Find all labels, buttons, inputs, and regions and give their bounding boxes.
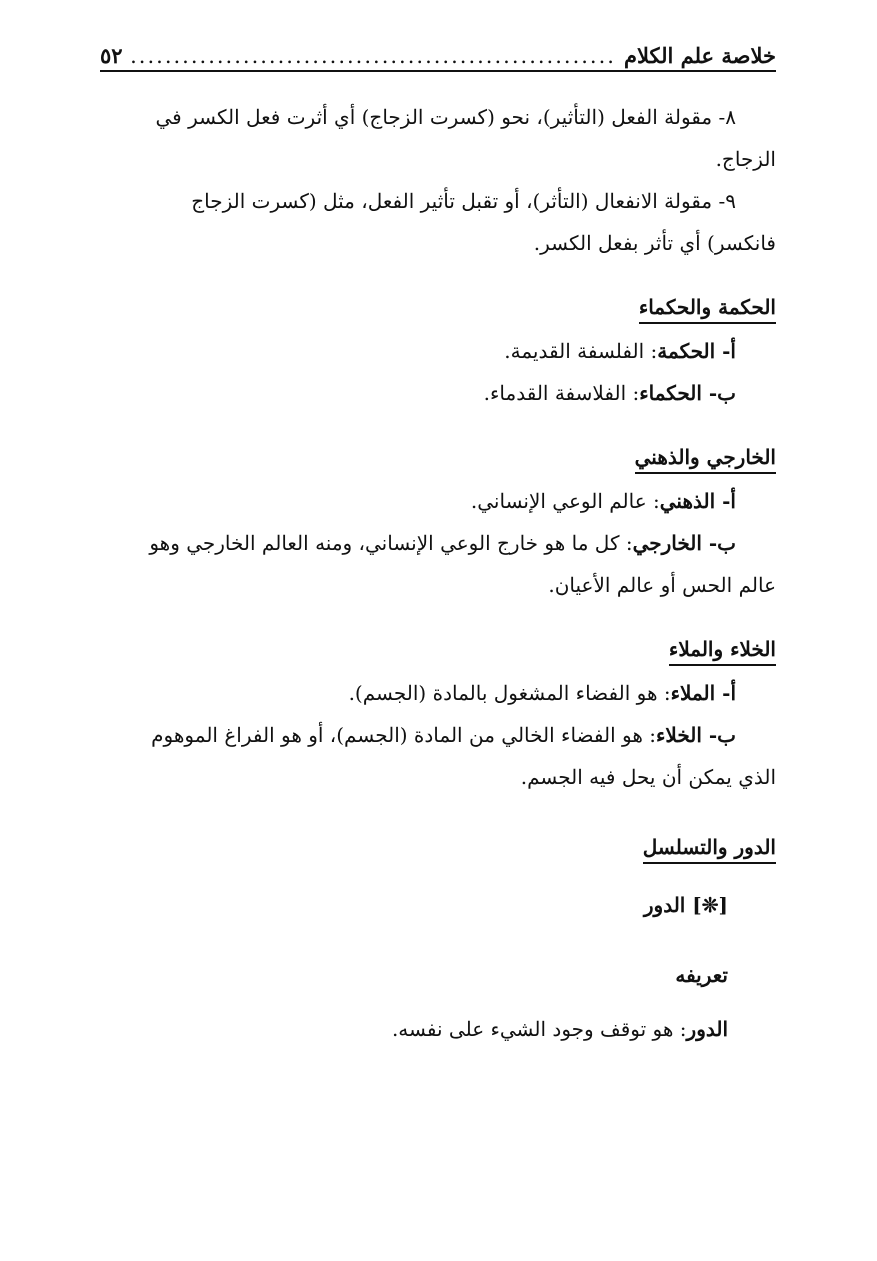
section-external-mental — [100, 442, 776, 474]
definition-term: الدور — [686, 1017, 728, 1041]
subheading-circularity: [❊] الدور — [643, 893, 728, 917]
item-8-line1: ٨- مقولة الفعل (التأثير)، نحو (كسرت الزجاج) أي أثرت فعل الكسر في — [155, 105, 736, 129]
definition-line — [100, 480, 776, 522]
definition-line — [100, 522, 776, 564]
page-number: ٥٢ — [100, 43, 123, 68]
definition-text: : كل ما هو خارج الوعي الإنساني، ومنه العالم الخارجي وهو — [149, 531, 633, 555]
book-title: خلاصة علم الكلام — [623, 43, 776, 68]
section-heading: الخارجي والذهني — [635, 442, 776, 474]
header-dot-leader: ........................................................ — [130, 44, 616, 68]
definition-term: ب- الحكماء — [639, 381, 736, 405]
item-9-line1: ٩- مقولة الانفعال (التأثر)، أو تقبل تأثير الفعل، مثل (كسرت الزجاج — [191, 189, 736, 213]
section-heading: الدور والتسلسل — [643, 832, 776, 864]
definition-line — [100, 372, 776, 414]
subheading-definition: تعريفه — [675, 963, 728, 987]
definition-term: أ- الحكمة — [657, 339, 736, 363]
definition-term: أ- الذهني — [659, 489, 736, 513]
page-body — [100, 96, 776, 1050]
definition-line — [100, 714, 776, 756]
item-8-line2: الزجاج. — [715, 147, 776, 171]
definition-text: : الفلاسفة القدماء. — [483, 381, 640, 405]
definition-text: : هو توقف وجود الشيء على نفسه. — [391, 1017, 687, 1041]
definition-term: ب- الخارجي — [632, 531, 736, 555]
definition-text: : الفلسفة القديمة. — [504, 339, 658, 363]
definition-line — [100, 1008, 776, 1050]
item-9-line2: فانكسر) أي تأثر بفعل الكسر. — [533, 231, 776, 255]
definition-continuation: الذي يمكن أن يحل فيه الجسم. — [520, 765, 776, 789]
definition-term: أ- الملاء — [670, 681, 736, 705]
page-header — [100, 34, 776, 72]
section-heading: الحكمة والحكماء — [639, 292, 776, 324]
definition-text: : عالم الوعي الإنساني. — [470, 489, 660, 513]
definition-line — [100, 330, 776, 372]
definition-text: : هو الفضاء المشغول بالمادة (الجسم). — [348, 681, 671, 705]
section-void-plenum — [100, 634, 776, 666]
definition-line — [100, 672, 776, 714]
definition-term: ب- الخلاء — [656, 723, 736, 747]
section-circularity — [100, 832, 776, 864]
section-heading: الخلاء والملاء — [669, 634, 776, 666]
definition-continuation: عالم الحس أو عالم الأعيان. — [548, 573, 776, 597]
definition-text: : هو الفضاء الخالي من المادة (الجسم)، أو هو الفراغ الموهوم — [151, 723, 656, 747]
section-wisdom — [100, 292, 776, 324]
